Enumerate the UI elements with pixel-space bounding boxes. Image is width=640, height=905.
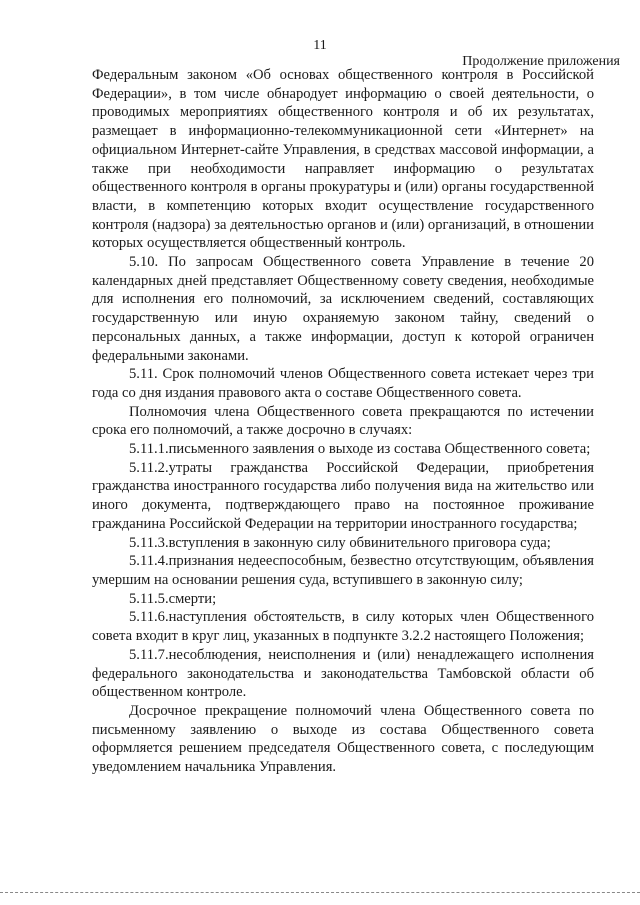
document-body <box>92 66 594 777</box>
item-5-11-4: 5.11.4.признания недееспособным, безвестно отсутствующим, объявления умершим на основании решения суда, вступившего в законную силу; <box>92 553 594 588</box>
item-5-11-3: 5.11.3.вступления в законную силу обвинительного приговора суда; <box>129 534 551 551</box>
item-5-11-5: 5.11.5.смерти; <box>129 590 217 607</box>
item-5-11-2: 5.11.2.утраты гражданства Российской Федерации, приобретения гражданства иностранного государства либо получения вида на жительство или иного документа, подтверждающего право на постоянное проживание гражданина Российской Федерации на территории иностранного государства; <box>92 459 594 532</box>
paragraph-early-termination: Досрочное прекращение полномочий члена Общественного совета по письменному заявлению о выходе из состава Общественного совета оформляется решением председателя Общественного совета, с последующим уведомлением начальника Управления. <box>92 702 594 776</box>
item-5-11-6: 5.11.6.наступления обстоятельств, в силу которых член Общественного совета входит в круг лиц, указанных в подпункте 3.2.2 настоящего Положения; <box>92 609 594 645</box>
paragraph-continuation: Федеральным законом «Об основах общественного контроля в Российской Федерации», в том числе обнародует информацию о своей деятельности, о проводимых мероприятиях общественного контроля и об их результатах, размещает в информационно-телекоммуникационной сети «Интернет» на официальном Интернет-сайте Управления, в средствах массовой информации, а также при необходимости направляет информацию о результатах общественного контроля в органы прокуратуры и (или) органы государственной власти, в компетенцию которых входит осуществление государственного контроля (надзора) за деятельностью органов и (или) организаций, в отношении которых осуществляется общественный контроль. <box>92 67 594 252</box>
paragraph-termination-intro: Полномочия члена Общественного совета прекращаются по истечении срока его полномочий, а также досрочно в случаях: <box>92 403 594 439</box>
paragraph-5-10: 5.10. По запросам Общественного совета Управление в течение 20 календарных дней представляет Общественному совету сведения, необходимые для исполнения его полномочий, за исключением сведений, составляющих государственную или иную охраняемую законом тайну, сведений о персональных данных, а также информации, доступ к которой ограничен федеральными законами. <box>92 254 594 364</box>
bottom-scan-rule <box>0 892 640 893</box>
header-note: Продолжение приложения <box>462 54 620 69</box>
item-5-11-7: 5.11.7.несоблюдения, неисполнения и (или) ненадлежащего исполнения федерального законодательства и законодательства Тамбовской области об общественном контроле. <box>92 646 594 701</box>
page-number: 11 <box>313 38 327 53</box>
paragraph-5-11: 5.11. Срок полномочий членов Общественного совета истекает через три года со дня издания правового акта о составе Общественного совета. <box>92 366 594 401</box>
item-5-11-1: 5.11.1.письменного заявления о выходе из состава Общественного совета; <box>129 441 591 458</box>
